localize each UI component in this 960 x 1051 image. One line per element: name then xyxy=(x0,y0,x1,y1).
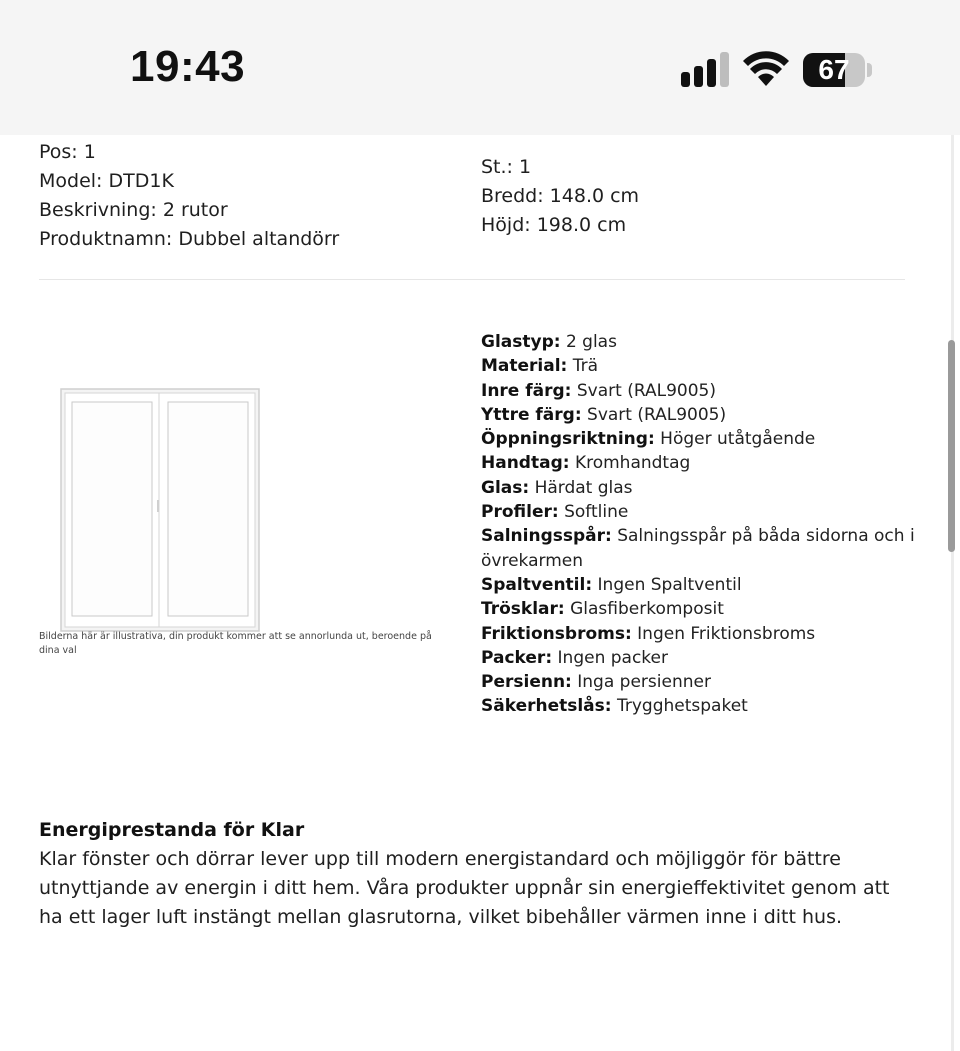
spec-value: Höger utåtgående xyxy=(660,429,816,450)
spec-key: Material: xyxy=(481,356,568,377)
spec-value: 2 glas xyxy=(565,332,617,352)
spec-key: Profiler: xyxy=(481,502,559,523)
summary-pos: Pos: 1 xyxy=(39,141,96,163)
spec-row xyxy=(481,622,921,646)
spec-list xyxy=(481,330,921,719)
spec-value: Ingen Friktionsbroms xyxy=(637,623,816,644)
spec-row xyxy=(481,597,921,621)
spec-key: Inre färg: xyxy=(481,380,572,401)
spec-row xyxy=(481,379,921,403)
summary-height: Höjd: 198.0 cm xyxy=(481,214,627,236)
spec-row xyxy=(481,694,921,718)
status-time: 19:43 xyxy=(130,42,246,91)
door-illustration xyxy=(60,388,260,632)
wifi-icon xyxy=(742,50,790,88)
spec-value: Trygghetspaket xyxy=(616,696,748,717)
spec-value: Svart (RAL9005) xyxy=(587,404,727,425)
spec-row xyxy=(481,451,921,475)
image-disclaimer: Bilderna här är illustrativa, din produkt kommer att se annorlunda ut, beroende på dina val xyxy=(39,631,432,656)
spec-value: Salningsspår på båda sidorna och i övrekarmen xyxy=(481,526,915,571)
spec-key: Glastyp: xyxy=(481,332,561,352)
battery-icon xyxy=(803,53,865,87)
spec-value: Kromhandtag xyxy=(574,453,691,474)
summary-model: Model: DTD1K xyxy=(39,170,174,192)
spec-row xyxy=(481,330,921,354)
battery-cap-icon xyxy=(867,63,872,77)
summary-description: Beskrivning: 2 rutor xyxy=(39,199,228,221)
spec-key: Friktionsbroms: xyxy=(481,623,632,644)
spec-row xyxy=(481,403,921,427)
spec-value: Härdat glas xyxy=(534,477,633,498)
spec-key: Öppningsriktning: xyxy=(481,429,655,450)
spec-row xyxy=(481,476,921,500)
spec-value: Ingen packer xyxy=(557,647,668,668)
spec-row xyxy=(481,354,921,378)
spec-value: Inga persienner xyxy=(577,672,711,693)
spec-row xyxy=(481,646,921,670)
spec-key: Spaltventil: xyxy=(481,574,593,595)
spec-row xyxy=(481,573,921,597)
spec-key: Handtag: xyxy=(481,453,570,474)
spec-row xyxy=(481,670,921,694)
spec-row xyxy=(481,500,921,524)
spec-row xyxy=(481,524,921,573)
section-divider xyxy=(39,279,905,280)
spec-value: Softline xyxy=(564,502,629,523)
status-bar xyxy=(0,0,960,135)
spec-key: Säkerhetslås: xyxy=(481,696,612,717)
energy-description: Klar fönster och dörrar lever upp till modern energistandard och möjliggör för bättre utnyttjande av energin i ditt hem. Våra produkter uppnår sin energieffektivitet genom att ha ett lager luft instängt mellan glasrutorna, vilket bibehåller värmen inne i ditt hus. xyxy=(39,848,890,928)
spec-key: Yttre färg: xyxy=(481,404,582,425)
spec-key: Tröskla​r: xyxy=(481,599,565,620)
spec-row xyxy=(481,427,921,451)
spec-value: Svart (RAL9005) xyxy=(576,380,716,401)
summary-width: Bredd: 148.0 cm xyxy=(481,185,640,207)
cellular-signal-icon xyxy=(681,52,731,88)
spec-key: Persienn: xyxy=(481,672,572,693)
summary-quantity: St.: 1 xyxy=(481,156,532,178)
spec-value: Glasfiberkomposit xyxy=(570,599,724,620)
spec-key: Salningsspår: xyxy=(481,526,612,547)
spec-key: Glas: xyxy=(481,477,530,498)
scrollbar-track[interactable] xyxy=(951,135,954,1051)
spec-value: Trä xyxy=(572,356,599,377)
battery-level: 67 xyxy=(818,54,850,85)
spec-value: Ingen Spaltventil xyxy=(597,574,742,595)
summary-product-name: Produktnamn: Dubbel altandörr xyxy=(39,228,340,250)
scrollbar-thumb[interactable] xyxy=(948,340,955,552)
energy-title: Energiprestanda för Klar xyxy=(39,819,305,841)
spec-key: Packer: xyxy=(481,647,553,668)
